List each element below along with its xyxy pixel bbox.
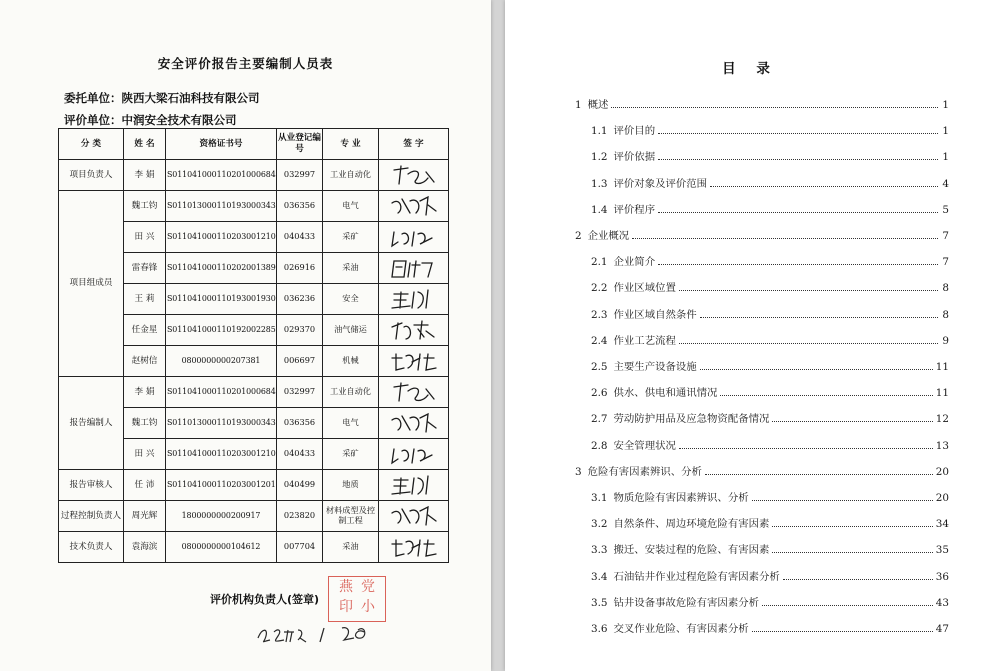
toc-label: 危险有害因素辨识、分析 [587,465,702,478]
toc-label: 企业简介 [613,256,656,269]
toc-page-number: 7 [942,230,949,242]
reg-cell: 032997 [277,377,323,408]
signature-cell [379,470,449,501]
toc-number: 3.3 [591,544,608,557]
toc-label: 评价程序 [613,203,656,216]
toc-label: 自然条件、周边环境危险有害因素 [613,518,770,531]
toc-page-number: 13 [935,439,949,452]
toc-entry[interactable] [591,305,949,321]
toc-page-number: 8 [942,282,949,295]
toc-page-number: 35 [935,544,949,557]
toc-page-number: 9 [942,334,949,347]
toc-leader-dots [658,132,938,134]
org-head-signature-label: 评价机构负责人(签章) [210,593,320,606]
toc-leader-dots [710,185,938,187]
reg-cell: 040499 [277,470,323,501]
toc-entry[interactable] [591,174,949,190]
toc-entry[interactable] [591,200,949,216]
specialty-cell: 工业自动化 [323,377,379,408]
toc-title: 目 录 [722,61,778,77]
toc-page [505,0,995,671]
toc-number: 1.2 [591,151,608,164]
header-category: 分 类 [59,129,124,160]
signature-cell [379,315,449,346]
toc-page-number: 8 [942,308,949,321]
toc-leader-dots [762,604,933,606]
handwritten-signature [388,348,440,374]
toc-leader-dots [720,394,932,396]
name-cell: 李 娟 [124,377,166,408]
name-cell: 赵树信 [124,346,166,377]
red-seal-stamp: 燕 党 印 小 [328,576,386,622]
table-row [59,377,449,408]
handwritten-signature [388,441,440,467]
toc-label: 供水、供电和通讯情况 [613,387,718,400]
toc-entry[interactable] [591,331,949,347]
toc-label: 劳动防护用品及应急物资配备情况 [613,413,770,426]
specialty-cell: 采矿 [323,439,379,470]
toc-number: 2.1 [591,256,608,269]
toc-number: 1.3 [591,177,608,190]
toc-number: 2.5 [591,361,608,373]
table-row [59,501,449,532]
specialty-cell: 采油 [323,253,379,284]
toc-leader-dots [658,158,938,160]
toc-leader-dots [772,551,932,553]
cert-cell: S011041000110203001210 [166,222,277,253]
client-line [64,90,260,106]
toc-leader-dots [658,263,938,265]
handwritten-date-signature [254,618,390,646]
toc-leader-dots [752,630,933,632]
toc-page-number: 12 [935,413,949,426]
reg-cell: 026916 [277,253,323,284]
toc-entry[interactable] [591,121,949,137]
toc-entry[interactable] [591,436,949,452]
handwritten-signature [388,534,440,560]
signature-cell [379,439,449,470]
toc-entry[interactable] [575,462,949,478]
signature-cell [379,501,449,532]
toc-page-number: 5 [942,203,949,216]
toc-label: 作业区域自然条件 [613,308,697,321]
toc-entry[interactable] [591,514,949,530]
header-name: 姓 名 [124,129,166,160]
reg-cell: 040433 [277,222,323,253]
specialty-cell: 油气储运 [323,315,379,346]
name-cell: 任 沛 [124,470,166,501]
toc-entry[interactable] [591,278,949,294]
cert-cell: 1800000000200917 [166,501,277,532]
toc-leader-dots [679,447,933,449]
name-cell: 王 莉 [124,284,166,315]
toc-leader-dots [772,525,932,527]
reg-cell: 036356 [277,191,323,222]
header-reg: 从业登记编号 [277,129,323,160]
reg-cell: 036236 [277,284,323,315]
handwritten-signature [388,379,440,405]
cert-cell: S011041000110201000684 [166,160,277,191]
toc-label: 交叉作业危险、有害因素分析 [613,623,749,635]
name-cell: 雷春锋 [124,253,166,284]
toc-number: 3.5 [591,596,608,609]
specialty-cell: 采矿 [323,222,379,253]
name-cell: 魏工钧 [124,408,166,439]
name-cell: 田 兴 [124,222,166,253]
toc-leader-dots [700,368,933,370]
name-cell: 任金星 [124,315,166,346]
signature-cell [379,222,449,253]
document-title: 安全评价报告主要编制人员表 [157,56,334,71]
toc-page-number: 20 [935,465,949,478]
staff-table-body [59,160,449,563]
toc-label: 钻井设备事故危险有害因素分析 [613,596,759,609]
toc-leader-dots [611,106,938,108]
toc-label: 评价目的 [613,125,656,138]
toc-entry[interactable] [591,488,949,504]
toc-leader-dots [700,316,938,318]
toc-page-number: 20 [935,492,949,504]
signature-cell [379,284,449,315]
toc-page-number: 11 [935,387,949,400]
toc-entry[interactable] [591,540,949,556]
toc-number: 3.6 [591,623,608,635]
reg-cell: 040433 [277,439,323,470]
header-cert: 资格证书号 [166,129,277,160]
toc-number: 2.7 [591,413,608,426]
signature-cell [379,191,449,222]
handwritten-signature [388,472,440,498]
category-cell: 过程控制负责人 [59,501,124,532]
staff-table-page [0,0,491,671]
toc-label: 物质危险有害因素辨识、分析 [613,492,749,504]
header-specialty: 专 业 [323,129,379,160]
category-cell: 项目负责人 [59,160,124,191]
toc-page-number: 36 [935,570,949,583]
toc-page-number: 1 [942,125,949,138]
name-cell: 周光辉 [124,501,166,532]
toc-label: 作业工艺流程 [613,334,676,347]
client-label: 委托单位： [64,91,122,105]
category-cell: 技术负责人 [59,532,124,563]
toc-leader-dots [679,289,938,291]
cert-cell: S011041000110203001210 [166,439,277,470]
specialty-cell: 材料成型及控制工程 [323,501,379,532]
toc-number: 2.8 [591,439,608,452]
toc-entry[interactable] [591,593,949,609]
handwritten-signature [388,317,440,343]
toc-leader-dots [632,237,938,239]
toc-entry[interactable] [591,619,949,635]
toc-page-number: 4 [942,177,949,190]
name-cell: 李 娟 [124,160,166,191]
toc-page-number: 7 [942,256,949,269]
toc-number: 3.4 [591,570,608,583]
header-signature: 签 字 [379,129,449,160]
specialty-cell: 采油 [323,532,379,563]
reg-cell: 006697 [277,346,323,377]
toc-number: 1.4 [591,203,608,216]
toc-page-number: 11 [935,361,949,373]
cert-cell: 0800000000207381 [166,346,277,377]
cert-cell: S011041000110192002285 [166,315,277,346]
cert-cell: S011013000110193000343 [166,408,277,439]
handwritten-signature [388,255,440,281]
toc-page-number: 1 [942,151,949,164]
toc-label: 作业区域位置 [613,282,676,295]
handwritten-signature [388,193,440,219]
category-cell: 报告编制人 [59,377,124,470]
handwritten-signature [388,503,440,529]
toc-label: 搬迁、安装过程的危险、有害因素 [613,544,770,557]
handwritten-signature [388,410,440,436]
signature-cell [379,346,449,377]
toc-leader-dots [679,342,938,344]
cert-cell: 0800000000104612 [166,532,277,563]
specialty-cell: 地质 [323,470,379,501]
toc-number: 2.2 [591,282,608,295]
toc-page-number: 1 [942,99,949,111]
specialty-cell: 工业自动化 [323,160,379,191]
cert-cell: S011041000110203001201 [166,470,277,501]
evaluator-name: 中润安全技术有限公司 [121,113,237,127]
toc-leader-dots [705,473,933,475]
staff-table [58,128,449,563]
toc-entry[interactable] [591,147,949,163]
name-cell: 袁海滨 [124,532,166,563]
handwritten-signature [388,286,440,312]
toc-number: 2.4 [591,334,608,347]
client-name: 陕西大梁石油科技有限公司 [121,91,260,105]
table-row [59,191,449,222]
reg-cell: 023820 [277,501,323,532]
cert-cell: S011041000110202001389 [166,253,277,284]
signature-cell [379,532,449,563]
specialty-cell: 电气 [323,408,379,439]
signature-cell [379,377,449,408]
evaluator-label: 评价单位： [64,113,122,127]
toc-number: 1.1 [591,125,608,138]
handwritten-signature [388,224,440,250]
toc-label: 概述 [587,99,609,111]
toc-label: 主要生产设备设施 [613,361,697,373]
toc-number: 3.1 [591,492,608,504]
table-row [59,470,449,501]
toc-entry[interactable] [591,567,949,583]
category-cell: 报告审核人 [59,470,124,501]
toc-leader-dots [752,499,933,501]
toc-entry[interactable] [591,357,949,373]
reg-cell: 029370 [277,315,323,346]
cert-cell: S011041000110201000684 [166,377,277,408]
name-cell: 魏工钧 [124,191,166,222]
name-cell: 田 兴 [124,439,166,470]
toc-entry[interactable] [591,252,949,268]
signature-cell [379,160,449,191]
toc-label: 评价依据 [613,151,656,164]
toc-entry[interactable] [591,409,949,425]
reg-cell: 032997 [277,160,323,191]
toc-number: 2 [575,230,582,242]
evaluator-line [64,112,237,128]
specialty-cell: 机械 [323,346,379,377]
cert-cell: S011041000110193001930 [166,284,277,315]
table-row [59,160,449,191]
toc-entry[interactable] [575,226,949,242]
toc-leader-dots [658,211,938,213]
toc-page-number: 43 [935,596,949,609]
handwritten-signature [388,162,440,188]
toc-number: 1 [575,99,582,111]
category-cell: 项目组成员 [59,191,124,377]
signature-cell [379,408,449,439]
signature-cell [379,253,449,284]
toc-entry[interactable] [575,95,949,111]
toc-label: 石油钻井作业过程危险有害因素分析 [613,570,780,583]
reg-cell: 036356 [277,408,323,439]
cert-cell: S011013000110193000343 [166,191,277,222]
toc-label: 评价对象及评价范围 [613,177,708,190]
toc-leader-dots [772,420,932,422]
toc-page-number: 34 [935,518,949,531]
toc-label: 安全管理状况 [613,439,676,452]
toc-number: 3 [575,465,582,478]
specialty-cell: 电气 [323,191,379,222]
toc-entry[interactable] [591,383,949,399]
toc-label: 企业概况 [587,230,630,242]
table-row [59,532,449,563]
reg-cell: 007704 [277,532,323,563]
table-header-row [59,129,449,160]
specialty-cell: 安全 [323,284,379,315]
toc-number: 3.2 [591,518,608,531]
toc-number: 2.6 [591,387,608,400]
toc-page-number: 47 [935,623,949,635]
toc-number: 2.3 [591,308,608,321]
toc-leader-dots [783,578,933,580]
